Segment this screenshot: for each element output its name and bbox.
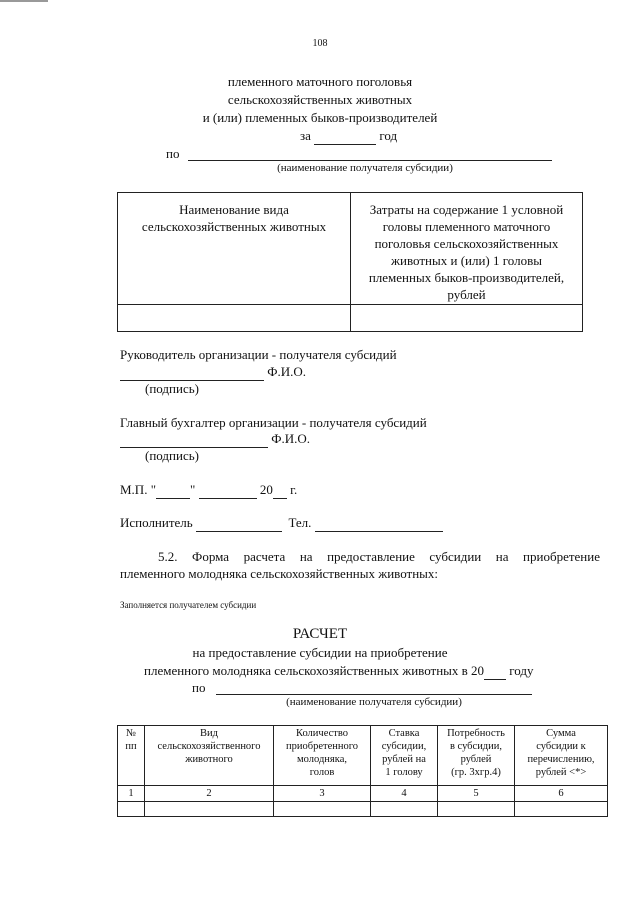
table-upkeep-costs <box>117 192 583 332</box>
table-calculation <box>117 725 608 817</box>
raschet-line2-start: племенного молодняка сельскохозяйственных животных в 20 <box>144 663 485 678</box>
title1-line2: сельскохозяйственных животных <box>227 92 413 107</box>
recipient1-prefix: по <box>166 146 180 161</box>
recipient1-line <box>188 160 552 161</box>
table2-header-quantity: Количество приобретенного молодняка, голов <box>274 726 371 786</box>
mp-prefix: М.П. <box>120 482 148 497</box>
head-label: Руководитель организации - получателя субсидий <box>120 347 397 362</box>
raschet-recipient-line <box>216 694 532 695</box>
table2-empty-cell <box>438 802 515 817</box>
table1-cell-empty <box>118 305 351 332</box>
head-signature-line <box>120 364 306 381</box>
recipient1-caption: (наименование получателя субсидии) <box>277 162 453 174</box>
page-number: 108 <box>312 38 328 49</box>
title1-line1: племенного маточного поголовья <box>227 74 413 89</box>
table1-header-costs: Затраты на содержание 1 условной головы племенного маточного поголовья сельскохозяйственных животных и (или) 1 головы племенных быков-производителей, рублей <box>351 193 583 305</box>
raschet-line2 <box>144 663 584 680</box>
table2-colnum: 1 <box>118 786 145 802</box>
top-edge-mark <box>0 0 48 2</box>
table2-empty-cell <box>118 802 145 817</box>
mp-year: 20 <box>259 482 273 497</box>
mp-suffix: г. <box>290 482 298 497</box>
year-blank <box>314 128 376 145</box>
raschet-line1: на предоставление субсидии на приобретение <box>192 645 448 660</box>
tel-label: Тел. <box>288 515 312 530</box>
mp-line: М.П. " " 20 г. <box>120 482 298 497</box>
raschet-prefix: по <box>192 680 206 695</box>
raschet-caption: (наименование получателя субсидии) <box>286 696 462 708</box>
accountant-signature-line <box>120 431 310 448</box>
table2-header-animal: Вид сельскохозяйственного животного <box>145 726 274 786</box>
table1-cell-empty <box>351 305 583 332</box>
title1-line3: и (или) племенных быков-производителей <box>202 110 438 125</box>
accountant-podpis: (подпись) <box>145 448 199 463</box>
section52-line1: 5.2. Форма расчета на предоставление субсидии на приобретение <box>158 549 600 564</box>
title1-year-line <box>300 128 460 145</box>
table2-colnum: 3 <box>274 786 371 802</box>
table2-empty-cell <box>371 802 438 817</box>
table2-colnum: 2 <box>145 786 274 802</box>
table2-header-sum: Сумма субсидии к перечислению, рублей <*> <box>515 726 608 786</box>
accountant-label: Главный бухгалтер организации - получателя субсидий <box>120 415 427 430</box>
raschet-title: РАСЧЕТ <box>292 626 348 642</box>
section52-line2: племенного молодняка сельскохозяйственных животных: <box>120 566 439 581</box>
head-podpis: (подпись) <box>145 381 199 396</box>
accountant-fio: Ф.И.О. <box>271 431 311 446</box>
table1-header-animal-type: Наименование вида сельскохозяйственных животных <box>118 193 351 305</box>
table2-empty-cell <box>515 802 608 817</box>
title1-za: за <box>300 128 311 143</box>
table2-header-rate: Ставка субсидии, рублей на 1 голову <box>371 726 438 786</box>
table2-header-num: № пп <box>118 726 145 786</box>
table2-header-need: Потребность в субсидии, рублей (гр. 3хгр.4) <box>438 726 515 786</box>
table2-colnum: 6 <box>515 786 608 802</box>
table2-colnum: 4 <box>371 786 438 802</box>
executor-line <box>120 515 443 532</box>
raschet-line2-end: году <box>509 663 534 678</box>
title1-god: год <box>379 128 398 143</box>
table2-colnum: 5 <box>438 786 515 802</box>
table2-empty-cell <box>145 802 274 817</box>
filled-note: Заполняется получателем субсидии <box>120 600 257 610</box>
table2-empty-cell <box>274 802 371 817</box>
head-fio: Ф.И.О. <box>267 364 307 379</box>
executor-label: Исполнитель <box>120 515 193 530</box>
